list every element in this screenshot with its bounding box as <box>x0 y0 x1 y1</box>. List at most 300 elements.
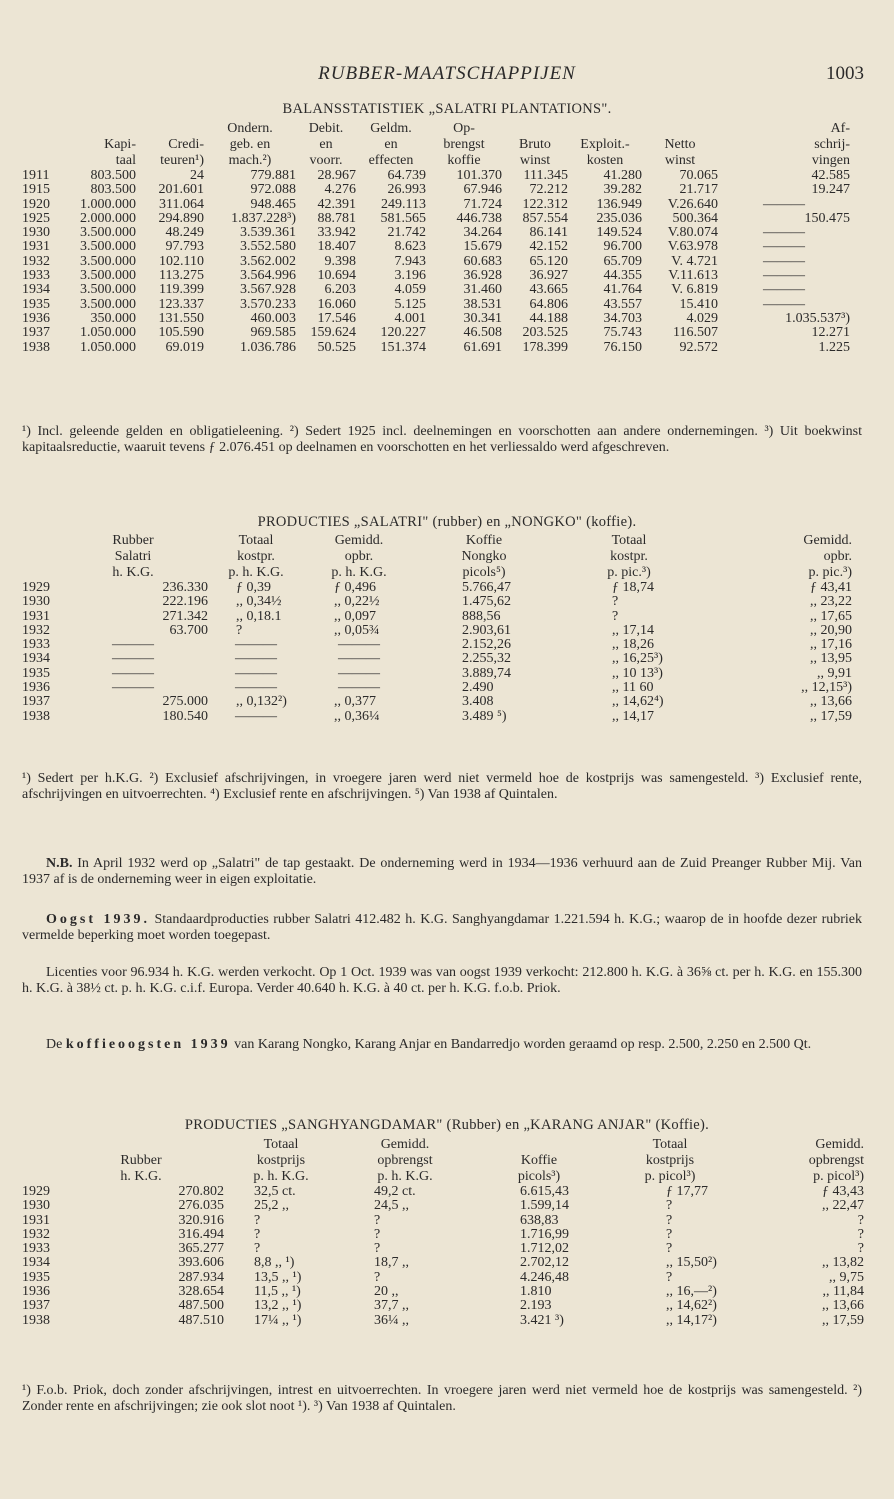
table-cell: ,, 12,15³) <box>801 680 852 696</box>
table-cell: 44.355 <box>603 268 642 284</box>
table3-footnote: ¹) F.o.b. Priok, doch zonder afschrijvingen, intrest en uitvoerrechten. In vroegere jaren werd niet vermeld hoe de kostprijs was samengesteld. ²) Zonder rente en afschrijvingen; zie ook slot noot ¹). ³) Van 1938 af Quintalen. <box>22 1383 862 1414</box>
oogst-text: Standaardproducties rubber Salatri 412.482 h. K.G. Sanghyangdamar 1.221.594 h. K.G.; waarop de in hoofde dezer rubriek vermelde beperking moet worden toegepast. <box>22 912 862 943</box>
table-cell: 3.196 <box>394 268 426 284</box>
table-cell: ,, 10 13³) <box>612 665 663 681</box>
table-cell: 50.525 <box>317 339 356 355</box>
column-header: Credi- teuren¹) <box>160 137 204 168</box>
table-row <box>22 198 850 212</box>
table-cell: 11,5 ,, ¹) <box>254 1284 301 1300</box>
table-row <box>22 298 850 312</box>
table-cell: ? <box>857 1241 864 1257</box>
table-cell: 1.035.537³) <box>785 310 850 326</box>
table-cell: V. 6.819 <box>671 282 718 298</box>
table-row <box>22 226 850 240</box>
column-header: Totaal kostprijs p. h. K.G. <box>253 1137 309 1184</box>
table-cell: 6.203 <box>324 282 356 298</box>
table-row <box>22 710 852 724</box>
oogst-paragraph <box>22 912 862 944</box>
table-cell: 122.312 <box>522 196 568 212</box>
table-cell: ,, 17,16 <box>810 637 852 653</box>
table-cell: 1.599,14 <box>520 1198 569 1214</box>
table-cell: 3.889,74 <box>462 665 511 681</box>
table-cell: 803.500 <box>90 182 136 198</box>
table-cell: 48.249 <box>165 225 204 241</box>
table-cell: 69.019 <box>165 339 204 355</box>
table-cell: ? <box>254 1212 261 1228</box>
table-cell: 36¼ ,, <box>374 1312 409 1328</box>
column-header: Debit. en voorr. <box>308 121 344 168</box>
table-cell: V. 4.721 <box>671 253 718 269</box>
row-year: 1936 <box>22 680 50 696</box>
table-cell: 948.465 <box>250 196 296 212</box>
table-cell: ,, 17,59 <box>822 1312 864 1328</box>
table-cell: ,, 14,17 <box>612 708 654 724</box>
table-cell: 500.364 <box>672 210 718 226</box>
table-cell: 15.410 <box>679 296 718 312</box>
table-cell: ——— <box>235 637 277 653</box>
table-row <box>22 1214 864 1228</box>
table-row <box>22 695 852 709</box>
table-cell: 2.255,32 <box>462 651 511 667</box>
table-cell: 1.837.228³) <box>231 210 296 226</box>
table-cell: ƒ 43,43 <box>822 1184 864 1199</box>
table-cell: ? <box>254 1241 261 1257</box>
table-row <box>22 624 852 638</box>
page-number: 1003 <box>826 63 864 84</box>
table-cell: ,, 14,62⁴) <box>612 694 664 710</box>
table-cell: 203.525 <box>522 325 568 341</box>
table-cell: ? <box>666 1241 673 1257</box>
running-title: RUBBER-MAATSCHAPPIJEN <box>318 63 576 84</box>
table-cell: ——— <box>235 651 277 667</box>
table-cell: 18,7 ,, <box>374 1255 409 1271</box>
row-year: 1933 <box>22 268 50 284</box>
row-year: 1932 <box>22 622 50 638</box>
column-header <box>22 121 58 169</box>
table-cell: 3.489 ⁵) <box>462 708 507 724</box>
table-row <box>22 240 850 254</box>
table-row <box>22 1314 864 1328</box>
column-header: Ondern. geb. en mach.²) <box>227 121 273 168</box>
table-cell: 24 <box>190 168 204 183</box>
table-cell: ,, 0,34½ <box>236 594 282 610</box>
table-body <box>22 169 850 355</box>
table-cell: 969.585 <box>250 325 296 341</box>
table-cell: 63.700 <box>169 622 208 638</box>
table-cell: ,, 0,132²) <box>236 694 287 710</box>
column-header: Kapi- taal <box>104 137 136 168</box>
table-cell: 7.943 <box>394 253 426 269</box>
table-cell: 18.407 <box>317 239 356 255</box>
column-header: Rubber h. K.G. <box>120 1153 162 1184</box>
table2-title: PRODUCTIES „SALATRI" (rubber) en „NONGKO" (koffie). <box>257 514 637 530</box>
table-cell: 487.510 <box>178 1312 224 1328</box>
table-header-row <box>22 1137 864 1185</box>
table-cell: 38.531 <box>463 296 502 312</box>
column-header: Bruto winst <box>519 137 551 168</box>
table-cell: ? <box>254 1226 261 1242</box>
table-row <box>22 652 852 666</box>
table-row <box>22 638 852 652</box>
table-cell: ,, 14,17²) <box>666 1312 717 1328</box>
column-header: Gemidd. opbrengst p. h. K.G. <box>377 1137 433 1184</box>
table-cell: 276.035 <box>178 1198 224 1214</box>
table-cell: 9.398 <box>324 253 356 269</box>
table-cell: 42.391 <box>317 196 356 212</box>
table-cell: 5.766,47 <box>462 580 511 595</box>
table-cell: 3.500.000 <box>80 282 136 298</box>
table-cell: 21.717 <box>679 182 718 198</box>
table-cell: 61.691 <box>463 339 502 355</box>
table-row <box>22 610 852 624</box>
table-row <box>22 1228 864 1242</box>
table-cell: 311.064 <box>159 196 204 212</box>
table-row <box>22 681 852 695</box>
table-cell: 2.490 <box>462 680 494 696</box>
table-cell: 150.475 <box>804 210 850 226</box>
table-cell: 31.460 <box>463 282 502 298</box>
table-cell: 88.781 <box>317 210 356 226</box>
table-cell: ? <box>374 1226 381 1242</box>
table-cell: ,, 22,47 <box>822 1198 864 1214</box>
table-cell: 37,7 ,, <box>374 1298 409 1314</box>
table-header-row <box>22 533 852 581</box>
table-cell: ,, 11,84 <box>822 1284 864 1300</box>
table-cell: 64.739 <box>387 168 426 183</box>
row-year: 1931 <box>22 608 50 624</box>
table-cell: 287.934 <box>178 1269 224 1285</box>
table-cell: 1.475,62 <box>462 594 511 610</box>
table-cell: 159.624 <box>310 325 356 341</box>
table-cell: 779.881 <box>250 168 296 183</box>
table-cell: 39.282 <box>603 182 642 198</box>
table-row <box>22 1256 864 1270</box>
row-year: 1915 <box>22 182 50 198</box>
table-cell: 235.036 <box>596 210 642 226</box>
table-cell: 4.276 <box>324 182 356 198</box>
table-cell: 86.141 <box>529 225 568 241</box>
table-cell: ——— <box>338 680 380 696</box>
table-cell: ——— <box>235 665 277 681</box>
table-cell: 393.606 <box>178 1255 224 1271</box>
table-cell: 149.524 <box>596 225 642 241</box>
table-cell: 2.193 <box>520 1298 552 1314</box>
table-cell: 3.570.233 <box>240 296 296 312</box>
table-cell: ——— <box>338 651 380 667</box>
table-cell: 151.374 <box>380 339 426 355</box>
table-cell: 42.152 <box>529 239 568 255</box>
table-cell: 17¼ ,, ¹) <box>254 1312 302 1328</box>
table-cell: 3.564.996 <box>240 268 296 284</box>
table-cell: 8,8 ,, ¹) <box>254 1255 295 1271</box>
oogst-lead: Oogst 1939. <box>46 912 150 927</box>
table-cell: 3.539.361 <box>240 225 296 241</box>
row-year: 1920 <box>22 196 50 212</box>
table-cell: ——— <box>763 196 805 212</box>
column-header <box>22 533 58 581</box>
row-year: 1933 <box>22 1241 50 1257</box>
table-cell: 4.001 <box>394 310 426 326</box>
row-year: 1937 <box>22 325 50 341</box>
row-year: 1930 <box>22 225 50 241</box>
table-cell: ——— <box>763 296 805 312</box>
column-header: Geldm. en effecten <box>368 121 414 168</box>
table-cell: ? <box>666 1198 673 1214</box>
table-cell: 294.890 <box>158 210 204 226</box>
table-cell: 33.942 <box>317 225 356 241</box>
table-cell: 1.050.000 <box>80 339 136 355</box>
koffie-lead: koffieoogsten 1939 <box>65 1037 231 1052</box>
table-cell: ,, 9,75 <box>829 1269 864 1285</box>
table-cell: 180.540 <box>162 708 208 724</box>
table-cell: 487.500 <box>178 1298 224 1314</box>
table-cell: ,, 16,25³) <box>612 651 663 667</box>
table-cell: ƒ 43,41 <box>810 580 852 595</box>
table-row <box>22 1242 864 1256</box>
table-cell: 328.654 <box>178 1284 224 1300</box>
table-cell: ,, 18,26 <box>612 637 654 653</box>
table-row <box>22 595 852 609</box>
table-cell: 271.342 <box>162 608 208 624</box>
table-cell: ,, 13,95 <box>810 651 852 667</box>
table-cell: 36.927 <box>529 268 568 284</box>
table-cell: 3.408 <box>462 694 494 710</box>
row-year: 1936 <box>22 1284 50 1300</box>
table-cell: ? <box>666 1226 673 1242</box>
row-year: 1938 <box>22 708 50 724</box>
table-row <box>22 169 850 183</box>
table-cell: ƒ 0,39 <box>236 580 271 595</box>
table-cell: 581.565 <box>380 210 426 226</box>
row-year: 1935 <box>22 296 50 312</box>
table-cell: ƒ 17,77 <box>666 1184 708 1199</box>
row-year: 1934 <box>22 1255 50 1271</box>
table-cell: 3.421 ³) <box>520 1312 564 1328</box>
table-cell: 3.500.000 <box>80 268 136 284</box>
table-cell: 19.247 <box>811 182 850 198</box>
table-cell: 46.508 <box>463 325 502 341</box>
column-header: Exploit.- kosten <box>580 137 630 168</box>
koffie-text: van Karang Nongko, Karang Anjar en Bandarredjo worden geraamd op resp. 2.500, 2.250 en 2.500 Qt. <box>230 1037 812 1052</box>
row-year: 1935 <box>22 1269 50 1285</box>
column-header: Totaal kostpr. p. h. K.G. <box>228 533 284 580</box>
table-cell: ,, 0,377 <box>334 694 376 710</box>
table-cell: 2.903,61 <box>462 622 511 638</box>
koffie-pre: De <box>46 1037 66 1052</box>
table-cell: 3.500.000 <box>80 225 136 241</box>
row-year: 1930 <box>22 1198 50 1214</box>
table-cell: 1.000.000 <box>80 196 136 212</box>
table-cell: ? <box>374 1241 381 1257</box>
table-cell: 857.554 <box>522 210 568 226</box>
table-cell: ,, 0,097 <box>334 608 376 624</box>
table-body <box>22 581 852 724</box>
column-header: Gemidd. opbr. p. h. K.G. <box>331 533 387 580</box>
table-cell: 178.399 <box>522 339 568 355</box>
row-year: 1938 <box>22 339 50 355</box>
table-cell: 3.552.580 <box>240 239 296 255</box>
table-cell: 3.567.928 <box>240 282 296 298</box>
table-cell: ——— <box>235 708 277 724</box>
table-cell: 120.227 <box>380 325 426 341</box>
table-cell: ,, 15,50²) <box>666 1255 717 1271</box>
productions-sanghyangdamar-table <box>22 1137 864 1328</box>
table-cell: 101.370 <box>456 168 502 183</box>
row-year: 1929 <box>22 1184 50 1199</box>
table-cell: 1.810 <box>520 1284 552 1300</box>
table-row <box>22 255 850 269</box>
table-cell: 270.802 <box>178 1184 224 1199</box>
table-cell: 131.550 <box>158 310 204 326</box>
productions-salatri-table <box>22 533 852 724</box>
table-cell: ,, 14,62²) <box>666 1298 717 1314</box>
table-cell: 24,5 ,, <box>374 1198 409 1214</box>
table-cell: 41.764 <box>603 282 642 298</box>
table-cell: 70.065 <box>679 168 718 183</box>
table-cell: 42.585 <box>811 168 850 183</box>
row-year: 1933 <box>22 637 50 653</box>
row-year: 1938 <box>22 1312 50 1328</box>
table-cell: ——— <box>112 665 154 681</box>
table-cell: 3.562.002 <box>240 253 296 269</box>
row-year: 1936 <box>22 310 50 326</box>
table-cell: 10.694 <box>317 268 356 284</box>
table-cell: 36.928 <box>463 268 502 284</box>
table-cell: 28.967 <box>317 168 356 183</box>
table-cell: 71.724 <box>463 196 502 212</box>
table-cell: 16.060 <box>317 296 356 312</box>
table-cell: 75.743 <box>603 325 642 341</box>
table-row <box>22 1299 864 1313</box>
table-cell: 92.572 <box>679 339 718 355</box>
table-cell: 96.700 <box>603 239 642 255</box>
table-cell: ,, 17,65 <box>810 608 852 624</box>
table-cell: 1.225 <box>818 339 850 355</box>
table1-title: BALANSSTATISTIEK „SALATRI PLANTATIONS". <box>282 101 612 117</box>
table-cell: ,, 20,90 <box>810 622 852 638</box>
table-cell: 111.345 <box>523 168 568 183</box>
table-cell: ,, 13,66 <box>810 694 852 710</box>
table-cell: ? <box>857 1212 864 1228</box>
table-row <box>22 183 850 197</box>
table-cell: 123.337 <box>158 296 204 312</box>
table-cell: V.26.640 <box>667 196 718 212</box>
column-header: Totaal kostprijs p. picol³) <box>644 1137 696 1184</box>
table3-title: PRODUCTIES „SANGHYANGDAMAR" (Rubber) en „KARANG ANJAR" (Koffie). <box>184 1117 710 1133</box>
table-cell: ,, 17,59 <box>810 708 852 724</box>
table-row <box>22 1271 864 1285</box>
table-cell: ,, 11 60 <box>612 680 654 696</box>
table-cell: ——— <box>338 665 380 681</box>
table-cell: 34.703 <box>603 310 642 326</box>
table-cell: 44.188 <box>529 310 568 326</box>
table-cell: 41.280 <box>603 168 642 183</box>
table-cell: 72.212 <box>529 182 568 198</box>
row-year: 1911 <box>22 168 50 183</box>
table-cell: 32,5 ct. <box>254 1184 296 1199</box>
table-cell: 49,2 ct. <box>374 1184 416 1199</box>
column-header: Koffie picols³) <box>517 1153 561 1184</box>
table-cell: ——— <box>763 253 805 269</box>
table-cell: 1.050.000 <box>80 325 136 341</box>
row-year: 1930 <box>22 594 50 610</box>
table-row <box>22 667 852 681</box>
table-cell: 20 ,, <box>374 1284 399 1300</box>
koffie-paragraph <box>22 1037 862 1053</box>
column-header: Gemidd. opbr. p. pic.³) <box>803 533 852 580</box>
table1-footnote: ¹) Incl. geleende gelden en obligatieleening. ²) Sedert 1925 incl. deelnemingen en voorschotten aan andere ondernemingen. ³) Uit boekwinst kapitaalsreductie, waaruit tevens ƒ 2.076.451 op deelnamen en voorschotten en het verliessaldo werd afgeschreven. <box>22 424 862 455</box>
table-row <box>22 269 850 283</box>
row-year: 1932 <box>22 1226 50 1242</box>
row-year: 1934 <box>22 651 50 667</box>
table-cell: 4.246,48 <box>520 1269 569 1285</box>
table-cell: 803.500 <box>90 168 136 183</box>
row-year: 1929 <box>22 580 50 595</box>
table-row <box>22 1199 864 1213</box>
table-cell: ,, 13,66 <box>822 1298 864 1314</box>
table-cell: ? <box>612 594 619 610</box>
table-cell: 888,56 <box>462 608 501 624</box>
table-row <box>22 341 850 355</box>
column-header: Af- schrij- vingen <box>811 121 850 168</box>
table-cell: ,, 16,—²) <box>666 1284 717 1300</box>
table-cell: 76.150 <box>603 339 642 355</box>
table-cell: 1.716,99 <box>520 1226 569 1242</box>
table-cell: 446.738 <box>456 210 502 226</box>
table-cell: 3.500.000 <box>80 296 136 312</box>
table-cell: ——— <box>112 651 154 667</box>
table-cell: 316.494 <box>178 1226 224 1242</box>
table-cell: 60.683 <box>463 253 502 269</box>
table-cell: ? <box>612 608 619 624</box>
column-header: Op- brengst koffie <box>443 121 485 168</box>
table-cell: ,, 0,18.1 <box>236 608 282 624</box>
table-cell: 30.341 <box>463 310 502 326</box>
table-cell: ? <box>666 1212 673 1228</box>
table-cell: 249.113 <box>381 196 426 212</box>
table-cell: 5.125 <box>394 296 426 312</box>
table-cell: 201.601 <box>158 182 204 198</box>
table-cell: 6.615,43 <box>520 1184 569 1199</box>
table-cell: 136.949 <box>596 196 642 212</box>
table-row <box>22 212 850 226</box>
table-cell: 275.000 <box>162 694 208 710</box>
table-cell: ? <box>236 622 243 638</box>
table-cell: ƒ 0,496 <box>334 580 376 595</box>
licenties-paragraph: Licenties voor 96.934 h. K.G. werden verkocht. Op 1 Oct. 1939 was van oogst 1939 verkocht: 212.800 h. K.G. à 36⅝ ct. per h. K.G. en 155.300 h. K.G. à 38½ ct. p. h. K.G. c.i.f. Europa. Verder 40.640 h. K.G. à 40 ct. per h. K.G. f.o.b. Priok. <box>22 965 862 996</box>
column-header: Gemidd. opbrengst p. picol³) <box>808 1137 864 1184</box>
table-cell: ——— <box>235 680 277 696</box>
row-year: 1932 <box>22 253 50 269</box>
table-cell: ——— <box>763 282 805 298</box>
table-cell: 65.120 <box>529 253 568 269</box>
table-cell: ——— <box>763 268 805 284</box>
table-cell: 1.036.786 <box>240 339 296 355</box>
table-row <box>22 312 850 326</box>
table-cell: 13,2 ,, ¹) <box>254 1298 302 1314</box>
row-year: 1925 <box>22 210 50 226</box>
table-cell: 2.000.000 <box>80 210 136 226</box>
table-cell: 4.029 <box>686 310 718 326</box>
table-cell: ? <box>857 1226 864 1242</box>
table-header-row <box>22 121 850 169</box>
table-cell: 13,5 ,, ¹) <box>254 1269 302 1285</box>
table-cell: 3.500.000 <box>80 253 136 269</box>
table-cell: V.63.978 <box>667 239 718 255</box>
table-cell: 350.000 <box>90 310 136 326</box>
table-cell: 113.275 <box>159 268 204 284</box>
table-cell: ? <box>374 1212 381 1228</box>
